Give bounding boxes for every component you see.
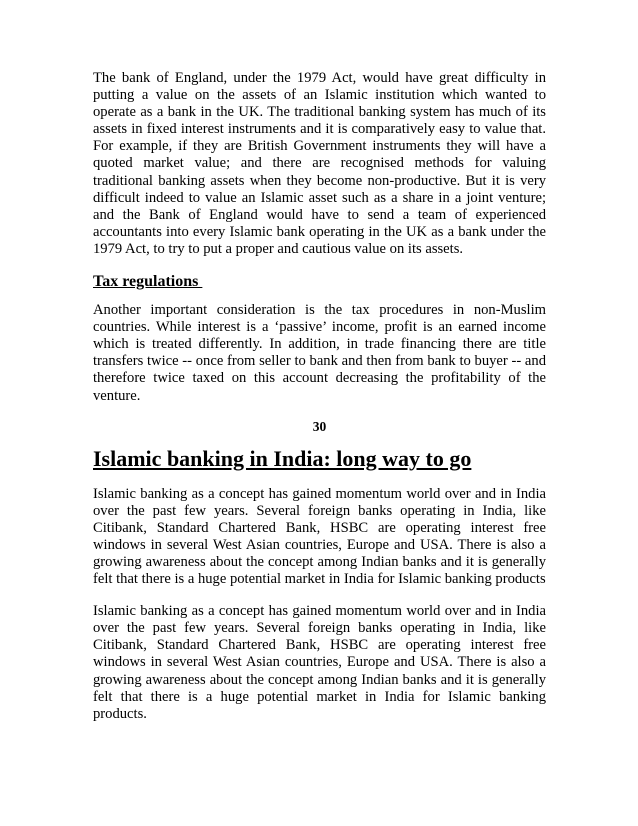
paragraph-bank-of-england: The bank of England, under the 1979 Act, would have great difficulty in putting a value on the assets of an Islamic institution which wanted to operate as a bank in the UK. The traditional banking system has much of its assets in fixed interest instruments and it is comparatively easy to value that. For example, if they are British Government instruments they will have a quoted market value; and there are recognised methods for valuing traditional banking assets when they become non-productive. But it is very difficult indeed to value an Islamic asset such as a share in a joint venture; and the Bank of England would have to send a team of experienced accountants into every Islamic bank operating in the UK as a bank under the 1979 Act, to try to put a proper and cautious value on its assets. — [93, 70, 546, 257]
heading-islamic-banking-india: Islamic banking in India: long way to go — [93, 445, 472, 471]
paragraph-islamic-banking-2: Islamic banking as a concept has gained momentum world over and in India over the past few years. Several foreign banks operating in India, like Citibank, Standard Chartered Bank, HSBC are operating interest free windows in several West Asian countries, Europe and USA. There is also a growing awareness about the concept among Indian banks and it is generally felt that there is a huge potential market in India for Islamic banking products. — [93, 603, 546, 722]
heading-tax-regulations: Tax regulations — [93, 273, 203, 291]
page-number: 30 — [312, 418, 327, 434]
paragraph-tax-procedures: Another important consideration is the tax procedures in non-Muslim countries. While interest is a ‘passive’ income, profit is an earned income which is treated differently. In addition, in trade financing there are title transfers twice -- once from seller to bank and then from bank to buyer -- and therefore twice taxed on this account decreasing the profitability of the venture. — [93, 302, 546, 404]
document-page — [93, 70, 546, 723]
paragraph-islamic-banking-1: Islamic banking as a concept has gained momentum world over and in India over the past few years. Several foreign banks operating in India, like Citibank, Standard Chartered Bank, HSBC are operating interest free windows in several West Asian countries, Europe and USA. There is also a growing awareness about the concept among Indian banks and it is generally felt that there is a huge potential market in India for Islamic banking products — [93, 485, 546, 588]
